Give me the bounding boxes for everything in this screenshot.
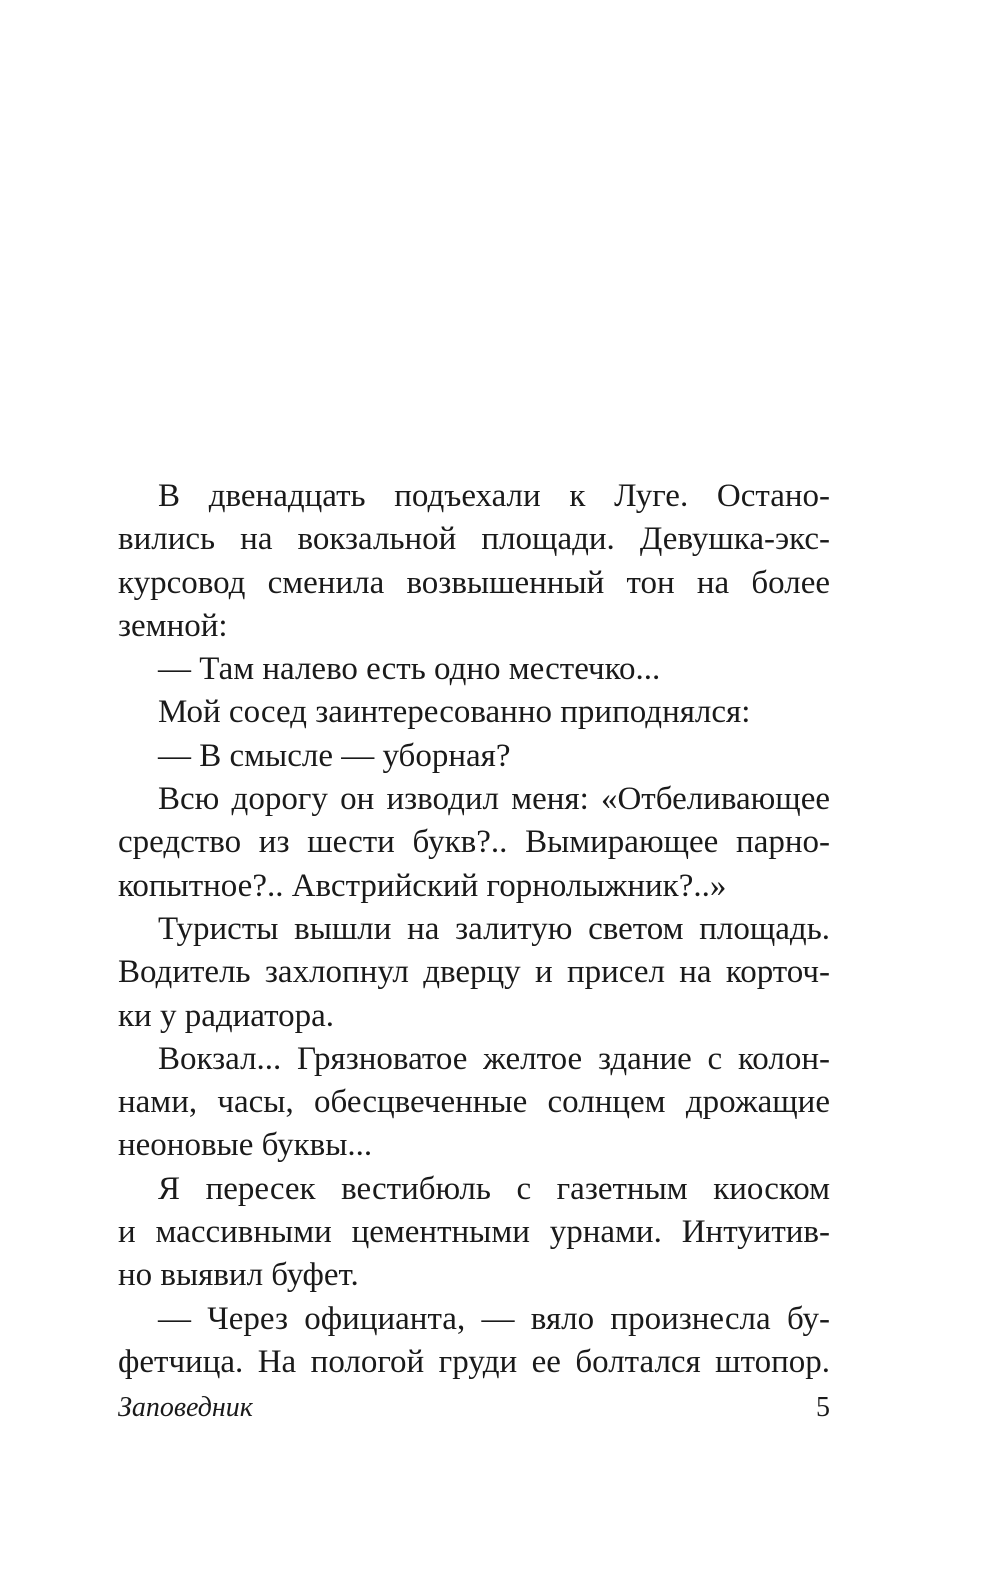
text-line: Я пересек вестибюль с газетным киоском <box>158 1170 830 1207</box>
text-line: фетчица. На пологой груди ее болтался штопор. <box>118 1343 830 1380</box>
text-line: копытное?.. Австрийский горнолыжник?..» <box>118 867 727 904</box>
text-line: Туристы вышли на залитую светом площадь. <box>158 910 830 947</box>
text-line: земной: <box>118 607 228 644</box>
text-line: нами, часы, обесцвеченные солнцем дрожащие <box>118 1084 830 1121</box>
text-line: ки у радиатора. <box>118 997 334 1034</box>
page-number: 5 <box>816 1392 830 1423</box>
running-title: Заповедник <box>118 1392 253 1423</box>
text-line: Вокзал... Грязноватое желтое здание с колон- <box>158 1040 830 1077</box>
body-text <box>118 475 830 1384</box>
text-line: — Там налево есть одно местечко... <box>158 651 661 688</box>
text-line: — В смысле — уборная? <box>158 737 511 774</box>
text-line: вились на вокзальной площади. Девушка-экс- <box>118 521 830 558</box>
text-line: Мой сосед заинтересованно приподнялся: <box>158 694 751 731</box>
text-line: Водитель захлопнул дверцу и присел на корточ- <box>118 954 830 991</box>
text-line: но выявил буфет. <box>118 1257 359 1294</box>
text-line: и массивными цементными урнами. Интуитив- <box>118 1214 830 1251</box>
text-line: неоновые буквы... <box>118 1127 373 1164</box>
text-line: средство из шести букв?.. Вымирающее парно- <box>118 824 830 861</box>
text-line: В двенадцать подъехали к Луге. Остано- <box>158 478 830 514</box>
page-footer <box>118 1388 830 1428</box>
text-line: Всю дорогу он изводил меня: «Отбеливающее <box>158 781 830 818</box>
text-line: — Через официанта, — вяло произнесла бу- <box>158 1300 830 1337</box>
text-line: курсовод сменила возвышенный тон на более <box>118 564 830 601</box>
